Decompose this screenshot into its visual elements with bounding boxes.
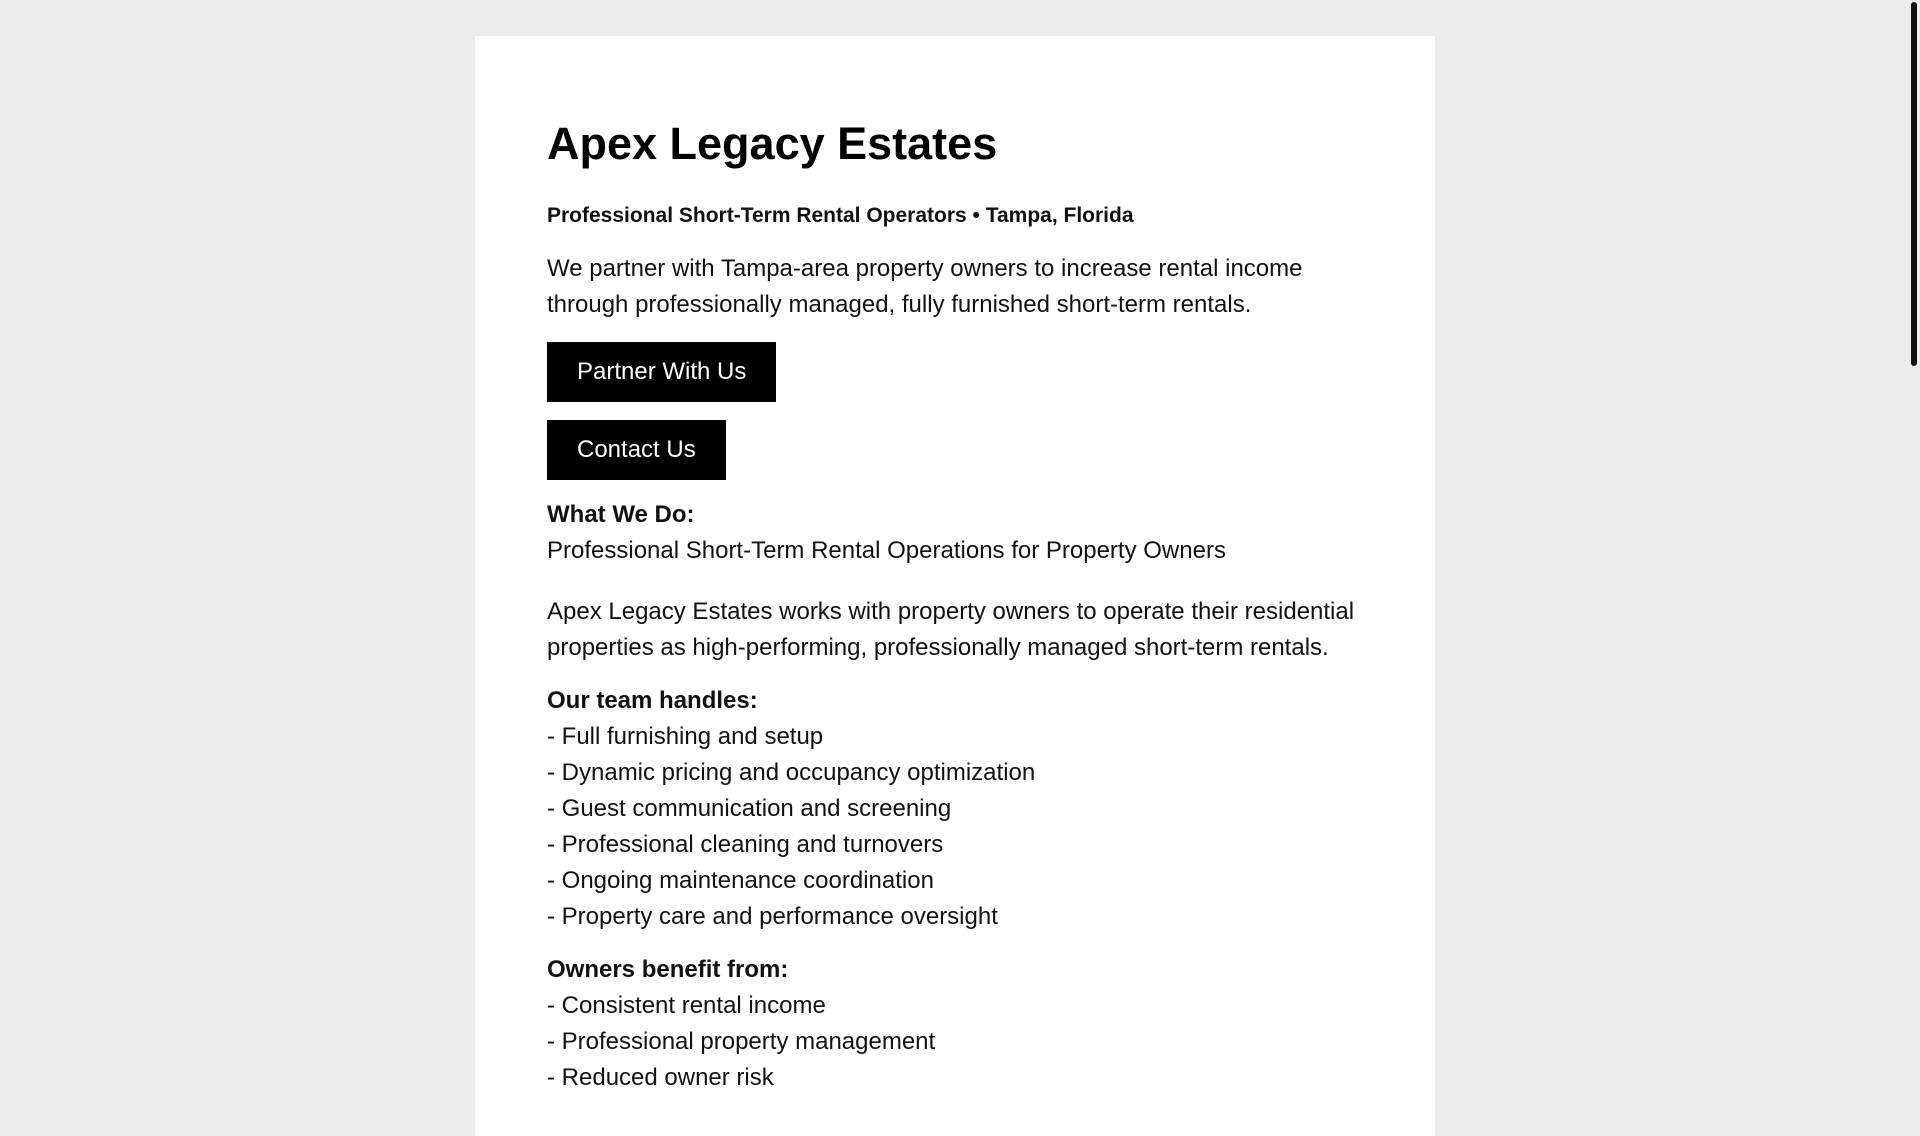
what-we-do-text: Professional Short-Term Rental Operations for Property Owners <box>547 537 1226 564</box>
partner-with-us-button[interactable]: Partner With Us <box>547 342 776 402</box>
owner-benefits-section <box>547 952 1363 1096</box>
contact-us-button[interactable]: Contact Us <box>547 420 726 480</box>
team-handles-heading: Our team handles: <box>547 687 758 714</box>
page-scrollbar[interactable] <box>1906 0 1920 1080</box>
list-item: - Reduced owner risk <box>547 1064 774 1091</box>
list-item: - Ongoing maintenance coordination <box>547 867 934 894</box>
what-we-do-section <box>547 497 1363 569</box>
intro-paragraph: We partner with Tampa-area property owners to increase rental income through professionally managed, fully furnished short-term rentals. <box>547 255 1303 318</box>
about-section <box>547 594 1363 666</box>
team-handles-section <box>547 683 1363 935</box>
owner-benefits-heading: Owners benefit from: <box>547 956 789 983</box>
list-item: - Professional property management <box>547 1028 936 1055</box>
list-item: - Consistent rental income <box>547 992 826 1019</box>
list-item: - Guest communication and screening <box>547 795 952 822</box>
scrollbar-thumb[interactable] <box>1911 2 1917 366</box>
what-we-do-heading: What We Do: <box>547 501 695 528</box>
list-item: - Professional cleaning and turnovers <box>547 831 944 858</box>
page-title: Apex Legacy Estates <box>547 118 998 169</box>
list-item: - Dynamic pricing and occupancy optimization <box>547 759 1036 786</box>
list-item: - Property care and performance oversight <box>547 903 998 930</box>
page-subtitle: Professional Short-Term Rental Operators • Tampa, Florida <box>547 204 1134 227</box>
content-card <box>475 36 1435 1136</box>
about-paragraph: Apex Legacy Estates works with property owners to operate their residential properties as high-performing, professionally managed short-term rentals. <box>547 598 1355 661</box>
list-item: - Full furnishing and setup <box>547 723 824 750</box>
